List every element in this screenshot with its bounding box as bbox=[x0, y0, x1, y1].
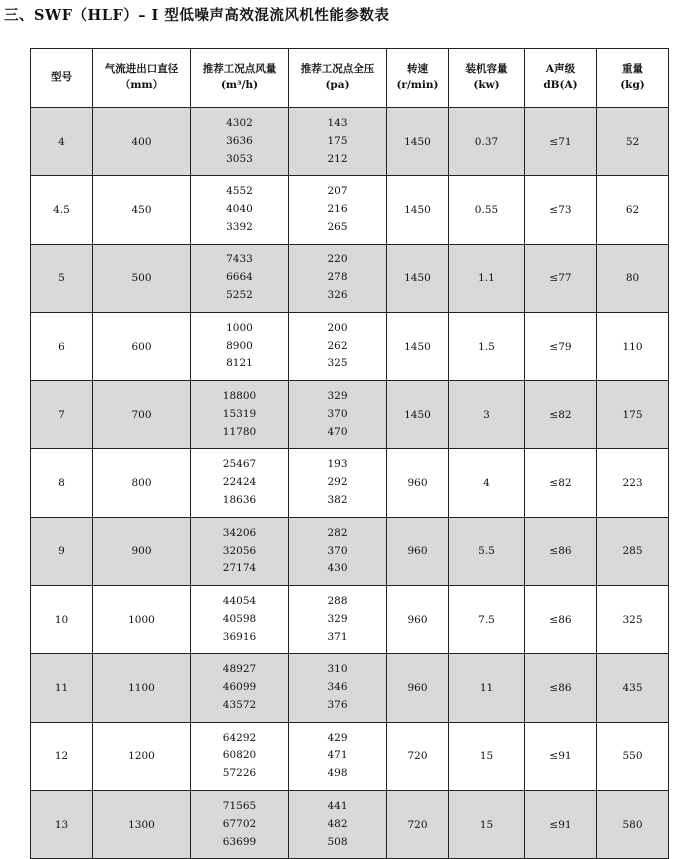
cell-power: 4 bbox=[449, 449, 525, 517]
pressure-values bbox=[289, 730, 386, 784]
cell-pressure bbox=[289, 108, 387, 176]
cell-diameter: 1000 bbox=[93, 586, 191, 654]
header-airflow bbox=[191, 49, 289, 108]
cell-airflow bbox=[191, 790, 289, 858]
cell-weight: 80 bbox=[597, 244, 669, 312]
cell-model: 9 bbox=[31, 517, 93, 585]
pressure-values bbox=[289, 798, 386, 852]
cell-speed: 1450 bbox=[387, 381, 449, 449]
airflow-values bbox=[191, 798, 288, 852]
airflow-values bbox=[191, 661, 288, 715]
pressure-value: 278 bbox=[327, 271, 348, 284]
cell-noise: ≤71 bbox=[525, 108, 597, 176]
pressure-value: 212 bbox=[327, 152, 348, 165]
header-airflow-label: 推荐工况点风量 bbox=[202, 63, 277, 76]
cell-model: 8 bbox=[31, 449, 93, 517]
airflow-value: 4040 bbox=[226, 203, 253, 216]
pressure-values bbox=[289, 456, 386, 510]
table-row bbox=[31, 108, 669, 176]
pressure-values bbox=[289, 593, 386, 647]
cell-noise: ≤86 bbox=[525, 586, 597, 654]
table-row bbox=[31, 586, 669, 654]
airflow-value: 34206 bbox=[222, 526, 257, 539]
pressure-value: 262 bbox=[327, 339, 348, 352]
airflow-values bbox=[191, 320, 288, 374]
cell-weight: 223 bbox=[597, 449, 669, 517]
table-row bbox=[31, 654, 669, 722]
header-power-unit: (kw) bbox=[473, 79, 500, 91]
pressure-value: 498 bbox=[327, 767, 348, 780]
airflow-value: 46099 bbox=[222, 681, 257, 694]
cell-model: 12 bbox=[31, 722, 93, 790]
pressure-value: 441 bbox=[327, 799, 348, 812]
cell-speed: 1450 bbox=[387, 176, 449, 244]
header-weight bbox=[597, 49, 669, 108]
airflow-values bbox=[191, 456, 288, 510]
airflow-value: 64292 bbox=[222, 731, 257, 744]
cell-speed: 1450 bbox=[387, 108, 449, 176]
cell-weight: 62 bbox=[597, 176, 669, 244]
cell-noise: ≤77 bbox=[525, 244, 597, 312]
cell-pressure bbox=[289, 586, 387, 654]
airflow-values bbox=[191, 525, 288, 579]
pressure-value: 471 bbox=[327, 749, 348, 762]
cell-model: 13 bbox=[31, 790, 93, 858]
cell-pressure bbox=[289, 449, 387, 517]
cell-weight: 175 bbox=[597, 381, 669, 449]
cell-noise: ≤79 bbox=[525, 312, 597, 380]
pressure-value: 175 bbox=[327, 134, 348, 147]
cell-power: 3 bbox=[449, 381, 525, 449]
airflow-value: 57226 bbox=[222, 767, 257, 780]
cell-weight: 550 bbox=[597, 722, 669, 790]
cell-speed: 960 bbox=[387, 586, 449, 654]
header-model-label: 型号 bbox=[51, 71, 72, 84]
cell-speed: 960 bbox=[387, 449, 449, 517]
cell-speed: 1450 bbox=[387, 312, 449, 380]
pressure-value: 329 bbox=[327, 612, 348, 625]
cell-airflow bbox=[191, 586, 289, 654]
pressure-value: 282 bbox=[327, 526, 348, 539]
cell-model: 11 bbox=[31, 654, 93, 722]
airflow-value: 11780 bbox=[222, 425, 257, 438]
cell-airflow bbox=[191, 312, 289, 380]
cell-speed: 960 bbox=[387, 654, 449, 722]
cell-diameter: 900 bbox=[93, 517, 191, 585]
airflow-values bbox=[191, 115, 288, 169]
cell-diameter: 1200 bbox=[93, 722, 191, 790]
header-noise-unit: dB(A) bbox=[543, 79, 578, 91]
pressure-value: 430 bbox=[327, 562, 348, 575]
cell-noise: ≤73 bbox=[525, 176, 597, 244]
cell-pressure bbox=[289, 722, 387, 790]
airflow-value: 36916 bbox=[222, 630, 257, 643]
airflow-value: 6664 bbox=[226, 271, 253, 284]
pressure-value: 220 bbox=[327, 253, 348, 266]
cell-power: 11 bbox=[449, 654, 525, 722]
cell-weight: 285 bbox=[597, 517, 669, 585]
airflow-value: 18636 bbox=[222, 494, 257, 507]
cell-noise: ≤86 bbox=[525, 654, 597, 722]
cell-weight: 325 bbox=[597, 586, 669, 654]
airflow-value: 4302 bbox=[226, 116, 253, 129]
airflow-value: 44054 bbox=[222, 594, 257, 607]
cell-pressure bbox=[289, 312, 387, 380]
cell-noise: ≤82 bbox=[525, 449, 597, 517]
airflow-value: 27174 bbox=[222, 562, 257, 575]
airflow-value: 15319 bbox=[222, 407, 257, 420]
cell-power: 0.55 bbox=[449, 176, 525, 244]
cell-pressure bbox=[289, 654, 387, 722]
header-diameter-label: 气流进出口直径 bbox=[104, 63, 179, 76]
page-title: 三、SWF（HLF）– I 型低噪声高效混流风机性能参数表 bbox=[4, 7, 390, 24]
cell-pressure bbox=[289, 517, 387, 585]
pressure-value: 207 bbox=[327, 185, 348, 198]
table-row bbox=[31, 517, 669, 585]
cell-speed: 720 bbox=[387, 790, 449, 858]
cell-power: 15 bbox=[449, 722, 525, 790]
table-row bbox=[31, 381, 669, 449]
airflow-value: 18800 bbox=[222, 390, 257, 403]
airflow-value: 3392 bbox=[226, 220, 253, 233]
cell-power: 7.5 bbox=[449, 586, 525, 654]
airflow-values bbox=[191, 593, 288, 647]
cell-pressure bbox=[289, 244, 387, 312]
pressure-value: 429 bbox=[327, 731, 348, 744]
cell-noise: ≤86 bbox=[525, 517, 597, 585]
table-row bbox=[31, 722, 669, 790]
airflow-value: 63699 bbox=[222, 835, 257, 848]
pressure-value: 482 bbox=[327, 817, 348, 830]
header-row bbox=[31, 49, 669, 108]
cell-weight: 435 bbox=[597, 654, 669, 722]
cell-speed: 720 bbox=[387, 722, 449, 790]
airflow-value: 67702 bbox=[222, 817, 257, 830]
pressure-value: 329 bbox=[327, 390, 348, 403]
cell-power: 15 bbox=[449, 790, 525, 858]
airflow-value: 5252 bbox=[226, 289, 253, 302]
header-airflow-unit: (m³/h) bbox=[220, 79, 259, 91]
airflow-values bbox=[191, 388, 288, 442]
cell-model: 7 bbox=[31, 381, 93, 449]
pressure-values bbox=[289, 388, 386, 442]
pressure-value: 265 bbox=[327, 220, 348, 233]
cell-speed: 960 bbox=[387, 517, 449, 585]
airflow-value: 8121 bbox=[226, 357, 253, 370]
header-noise bbox=[525, 49, 597, 108]
pressure-values bbox=[289, 525, 386, 579]
cell-model: 10 bbox=[31, 586, 93, 654]
cell-power: 1.1 bbox=[449, 244, 525, 312]
pressure-value: 371 bbox=[327, 630, 348, 643]
pressure-value: 200 bbox=[327, 321, 348, 334]
cell-power: 5.5 bbox=[449, 517, 525, 585]
pressure-values bbox=[289, 320, 386, 374]
header-pressure-unit: (pa) bbox=[325, 79, 350, 91]
pressure-value: 382 bbox=[327, 494, 348, 507]
header-power-label: 装机容量 bbox=[465, 63, 508, 76]
header-speed-label: 转速 bbox=[407, 63, 428, 76]
header-power bbox=[449, 49, 525, 108]
airflow-value: 4552 bbox=[226, 185, 253, 198]
table-body bbox=[31, 108, 669, 859]
airflow-value: 25467 bbox=[222, 458, 257, 471]
pressure-values bbox=[289, 661, 386, 715]
cell-diameter: 600 bbox=[93, 312, 191, 380]
airflow-value: 7433 bbox=[226, 253, 253, 266]
cell-weight: 52 bbox=[597, 108, 669, 176]
pressure-value: 292 bbox=[327, 476, 348, 489]
airflow-value: 1000 bbox=[226, 321, 253, 334]
airflow-value: 8900 bbox=[226, 339, 253, 352]
cell-airflow bbox=[191, 381, 289, 449]
header-weight-label: 重量 bbox=[622, 63, 643, 76]
cell-airflow bbox=[191, 176, 289, 244]
cell-pressure bbox=[289, 790, 387, 858]
airflow-value: 22424 bbox=[222, 476, 257, 489]
pressure-value: 325 bbox=[327, 357, 348, 370]
cell-diameter: 1300 bbox=[93, 790, 191, 858]
cell-diameter: 1100 bbox=[93, 654, 191, 722]
header-pressure bbox=[289, 49, 387, 108]
cell-speed: 1450 bbox=[387, 244, 449, 312]
header-speed bbox=[387, 49, 449, 108]
airflow-value: 48927 bbox=[222, 663, 257, 676]
header-speed-unit: (r/min) bbox=[396, 79, 439, 91]
pressure-values bbox=[289, 115, 386, 169]
pressure-value: 370 bbox=[327, 544, 348, 557]
pressure-value: 346 bbox=[327, 681, 348, 694]
cell-diameter: 450 bbox=[93, 176, 191, 244]
airflow-values bbox=[191, 183, 288, 237]
cell-model: 6 bbox=[31, 312, 93, 380]
cell-model: 5 bbox=[31, 244, 93, 312]
cell-airflow bbox=[191, 722, 289, 790]
airflow-value: 60820 bbox=[222, 749, 257, 762]
cell-pressure bbox=[289, 381, 387, 449]
pressure-value: 326 bbox=[327, 289, 348, 302]
airflow-value: 3636 bbox=[226, 134, 253, 147]
table-row bbox=[31, 244, 669, 312]
table-row bbox=[31, 790, 669, 858]
cell-model: 4.5 bbox=[31, 176, 93, 244]
cell-diameter: 800 bbox=[93, 449, 191, 517]
airflow-values bbox=[191, 730, 288, 784]
pressure-value: 216 bbox=[327, 203, 348, 216]
airflow-value: 71565 bbox=[222, 799, 257, 812]
pressure-value: 508 bbox=[327, 835, 348, 848]
airflow-value: 43572 bbox=[222, 698, 257, 711]
cell-model: 4 bbox=[31, 108, 93, 176]
airflow-value: 32056 bbox=[222, 544, 257, 557]
header-noise-label: A声级 bbox=[545, 63, 576, 76]
airflow-value: 3053 bbox=[226, 152, 253, 165]
cell-diameter: 700 bbox=[93, 381, 191, 449]
cell-airflow bbox=[191, 244, 289, 312]
header-weight-unit: (kg) bbox=[620, 79, 645, 91]
header-pressure-label: 推荐工况点全压 bbox=[300, 63, 375, 76]
table-row bbox=[31, 449, 669, 517]
table-row bbox=[31, 312, 669, 380]
airflow-value: 40598 bbox=[222, 612, 257, 625]
cell-power: 1.5 bbox=[449, 312, 525, 380]
pressure-value: 193 bbox=[327, 458, 348, 471]
pressure-values bbox=[289, 183, 386, 237]
pressure-value: 143 bbox=[327, 116, 348, 129]
pressure-value: 288 bbox=[327, 594, 348, 607]
cell-noise: ≤91 bbox=[525, 790, 597, 858]
header-diameter bbox=[93, 49, 191, 108]
cell-weight: 580 bbox=[597, 790, 669, 858]
pressure-values bbox=[289, 251, 386, 305]
cell-power: 0.37 bbox=[449, 108, 525, 176]
cell-diameter: 500 bbox=[93, 244, 191, 312]
cell-weight: 110 bbox=[597, 312, 669, 380]
cell-airflow bbox=[191, 654, 289, 722]
header-diameter-unit: （mm） bbox=[119, 79, 164, 91]
pressure-value: 376 bbox=[327, 698, 348, 711]
pressure-value: 310 bbox=[327, 663, 348, 676]
header-model bbox=[31, 49, 93, 108]
cell-airflow bbox=[191, 108, 289, 176]
cell-noise: ≤82 bbox=[525, 381, 597, 449]
table-row bbox=[31, 176, 669, 244]
pressure-value: 370 bbox=[327, 407, 348, 420]
cell-airflow bbox=[191, 449, 289, 517]
cell-pressure bbox=[289, 176, 387, 244]
cell-airflow bbox=[191, 517, 289, 585]
cell-diameter: 400 bbox=[93, 108, 191, 176]
cell-noise: ≤91 bbox=[525, 722, 597, 790]
pressure-value: 470 bbox=[327, 425, 348, 438]
fan-spec-table bbox=[30, 48, 669, 859]
airflow-values bbox=[191, 251, 288, 305]
